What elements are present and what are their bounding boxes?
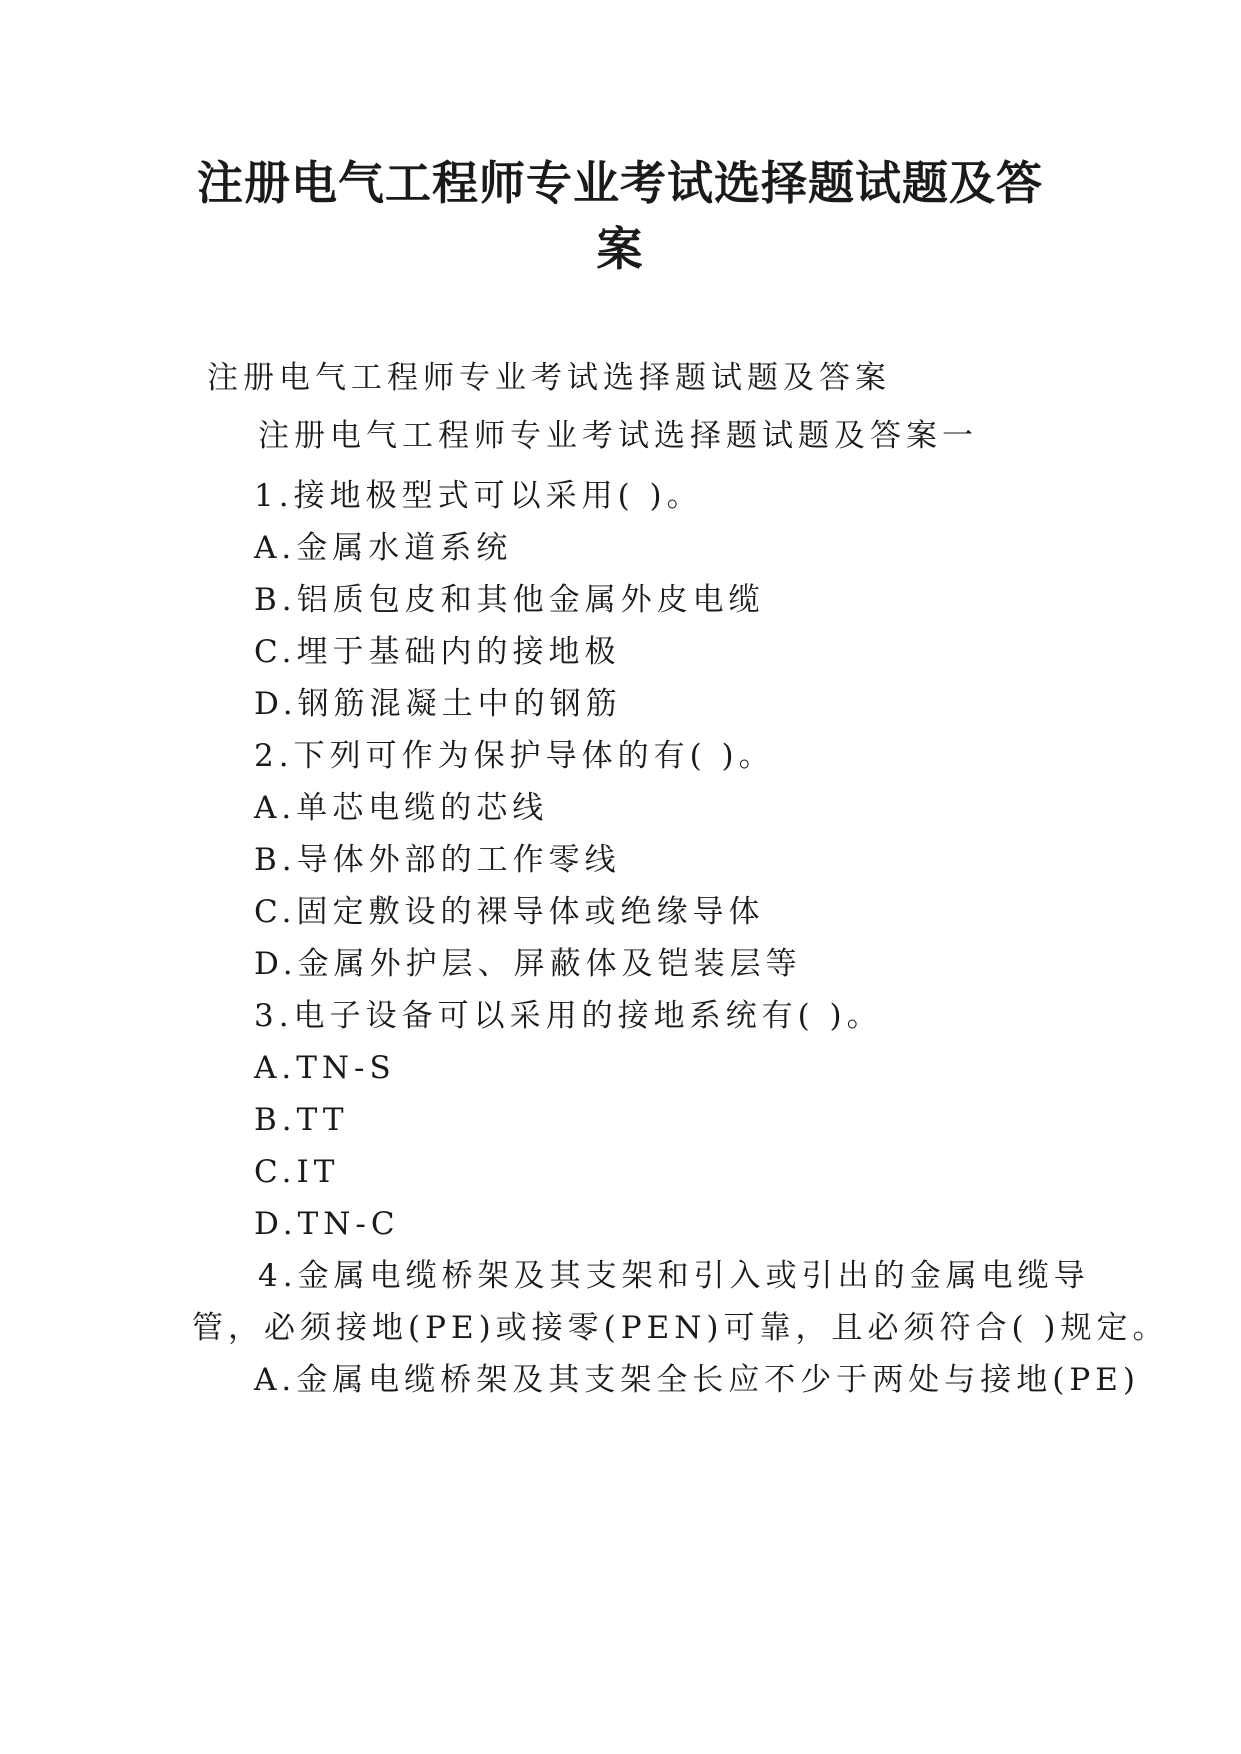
section-heading: 注册电气工程师专业考试选择题试题及答案一 xyxy=(258,418,978,454)
document-subtitle: 注册电气工程师专业考试选择题试题及答案 xyxy=(207,360,891,396)
question-3-option-b: B.TT xyxy=(254,1102,349,1138)
document-title-line-1: 注册电气工程师专业考试选择题试题及答 xyxy=(197,156,1043,210)
question-3-option-d: D.TN-C xyxy=(254,1206,400,1242)
document-title xyxy=(150,150,1090,282)
question-3-option-a: A.TN-S xyxy=(254,1050,396,1086)
question-2-text: 2.下列可作为保护导体的有( )。 xyxy=(254,738,775,774)
question-1-option-c: C.埋于基础内的接地极 xyxy=(254,634,621,670)
question-1-option-a: A.金属水道系统 xyxy=(254,530,513,566)
question-1-option-d: D.钢筋混凝土中的钢筋 xyxy=(254,686,622,722)
question-4-text-line-1: 4.金属电缆桥架及其支架和引入或引出的金属电缆导 xyxy=(258,1258,1090,1294)
question-2-option-d: D.金属外护层、屏蔽体及铠装层等 xyxy=(254,946,802,982)
question-3-option-c: C.IT xyxy=(254,1154,340,1190)
question-2-option-c: C.固定敷设的裸导体或绝缘导体 xyxy=(254,894,765,930)
question-1-text: 1.接地极型式可以采用( )。 xyxy=(254,478,703,514)
question-1-option-b: B.铝质包皮和其他金属外皮电缆 xyxy=(254,582,765,618)
question-4-text-line-2: 管，必须接地(PE)或接零(PEN)可靠，且必须符合( )规定。 xyxy=(192,1310,1169,1346)
question-3-text: 3.电子设备可以采用的接地系统有( )。 xyxy=(254,998,883,1034)
question-2-option-a: A.单芯电缆的芯线 xyxy=(254,790,549,826)
question-4-option-a: A.金属电缆桥架及其支架全长应不少于两处与接地(PE) xyxy=(254,1362,1140,1398)
question-2-option-b: B.导体外部的工作零线 xyxy=(254,842,621,878)
document-title-line-2: 案 xyxy=(596,222,644,276)
